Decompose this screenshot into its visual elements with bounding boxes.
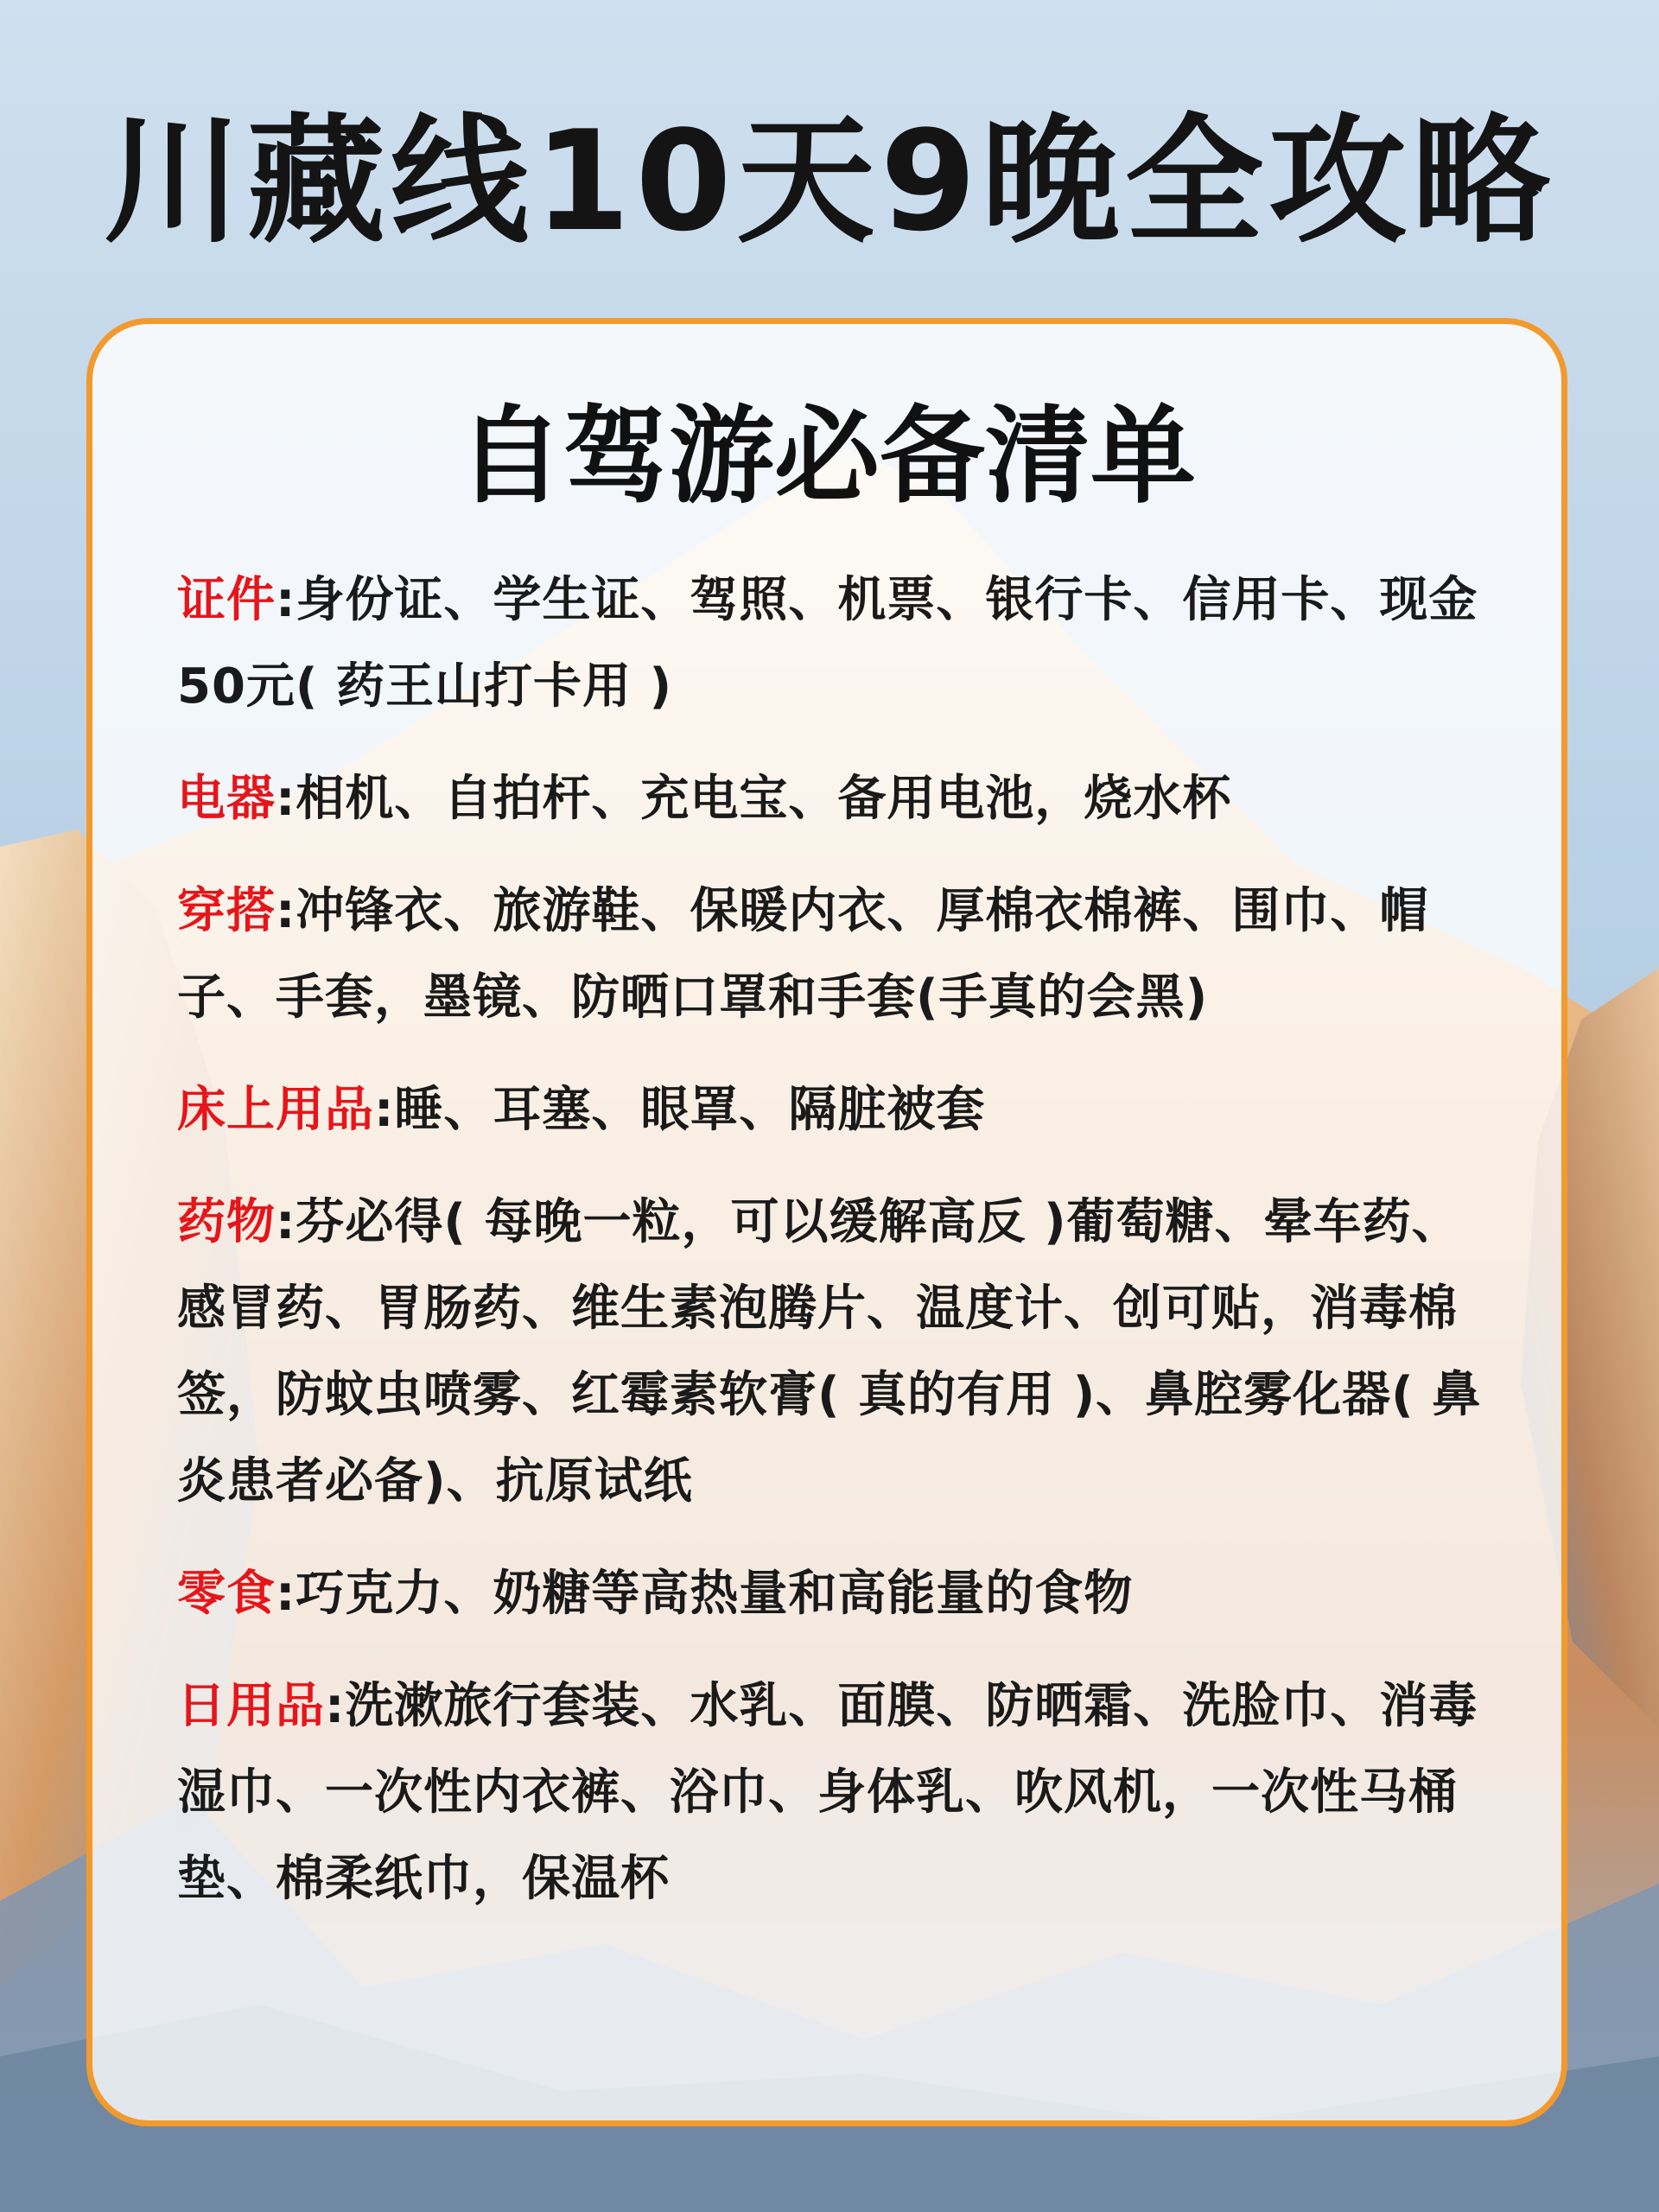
item-text: 芬必得( 每晚一粒，可以缓解高反 )葡萄糖、晕车药、感冒药、胃肠药、维生素泡腾片、温度计、创可贴，消毒棉签，防蚊虫喷雾、红霉素软膏( 真的有用 )、鼻腔雾化器( 鼻炎患者必备)、抗原试纸 <box>177 1194 1482 1510</box>
item-label: 证件 <box>177 572 276 628</box>
list-item-electronics <box>177 756 1491 842</box>
colon-separator: : <box>276 1194 296 1250</box>
colon-separator: : <box>276 883 296 939</box>
list-item-daily-necessities <box>177 1663 1491 1923</box>
item-text: 洗漱旅行套装、水乳、面膜、防晒霜、洗脸巾、消毒湿巾、一次性内衣裤、浴巾、身体乳、吹风机，一次性马桶垫、棉柔纸巾，保温杯 <box>177 1678 1478 1907</box>
item-text: 巧克力、奶糖等高热量和高能量的食物 <box>296 1566 1134 1622</box>
item-label: 电器 <box>177 771 276 827</box>
item-label: 床上用品 <box>177 1082 374 1138</box>
colon-separator: : <box>374 1082 395 1138</box>
colon-separator: : <box>276 572 296 628</box>
checklist <box>177 557 1491 1948</box>
item-label: 日用品 <box>177 1678 325 1734</box>
list-item-snacks <box>177 1551 1491 1637</box>
list-item-medicine <box>177 1179 1491 1525</box>
item-text: 相机、自拍杆、充电宝、备用电池，烧水杯 <box>296 771 1232 827</box>
list-item-bedding <box>177 1067 1491 1154</box>
colon-separator: : <box>276 1566 296 1622</box>
item-label: 药物 <box>177 1194 276 1250</box>
colon-separator: : <box>325 1678 346 1734</box>
colon-separator: : <box>276 771 296 827</box>
checklist-card <box>86 318 1567 2126</box>
item-label: 零食 <box>177 1566 276 1622</box>
item-text: 身份证、学生证、驾照、机票、银行卡、信用卡、现金50元( 药王山打卡用 ) <box>177 572 1478 715</box>
item-label: 穿搭 <box>177 883 276 939</box>
list-item-clothing <box>177 868 1491 1041</box>
card-title: 自驾游必备清单 <box>458 395 1196 518</box>
item-text: 睡、耳塞、眼罩、隔脏被套 <box>394 1082 986 1138</box>
page-title: 川藏线10天9晚全攻略 <box>104 100 1555 262</box>
list-item-documents <box>177 557 1491 730</box>
item-text: 冲锋衣、旅游鞋、保暖内衣、厚棉衣棉裤、围巾、帽子、手套，墨镜、防晒口罩和手套(手真的会黑) <box>177 883 1429 1026</box>
